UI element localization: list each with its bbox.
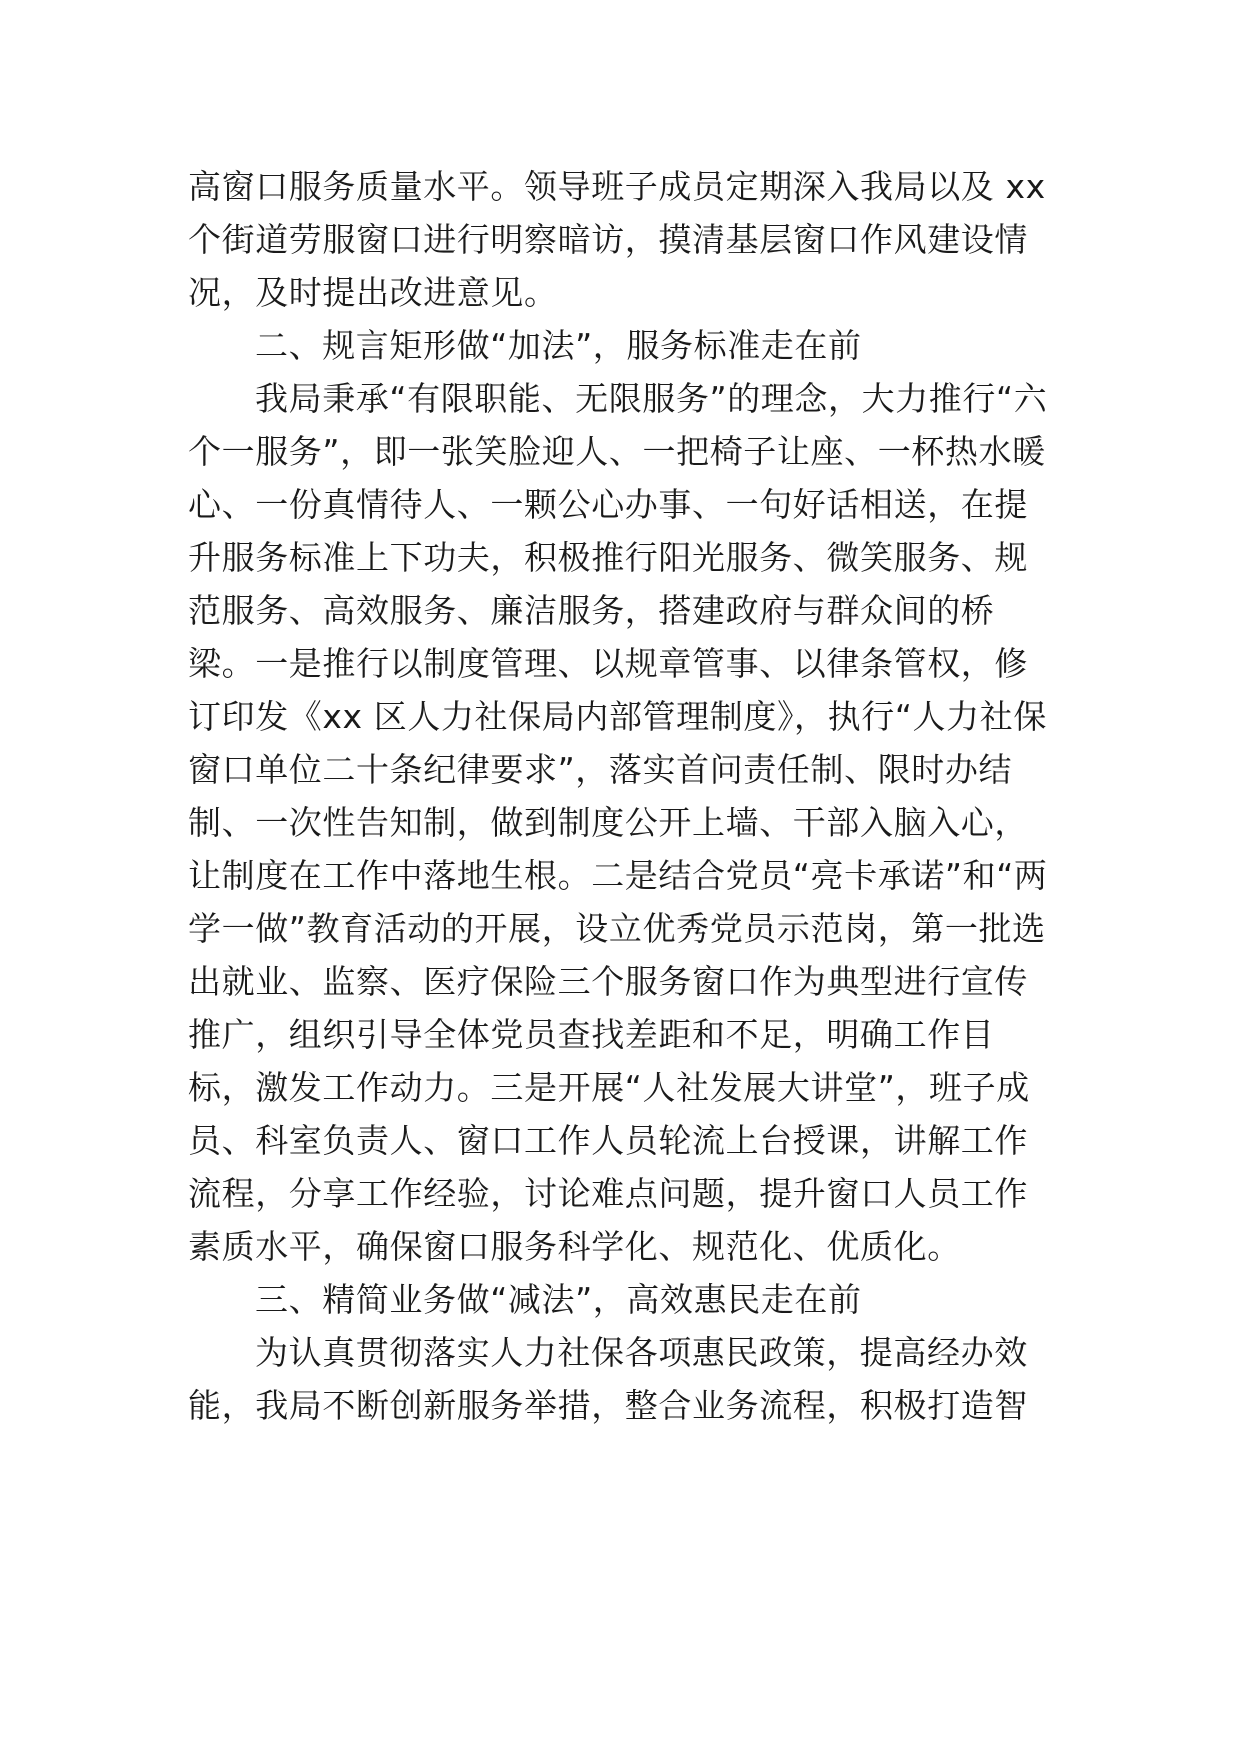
text-line: 素质水平，确保窗口服务科学化、规范化、优质化。 [188,1227,961,1266]
text-line: 员、科室负责人、窗口工作人员轮流上台授课，讲解工作 [188,1121,1028,1160]
text-line: 订印发《xx 区人力社保局内部管理制度》，执行“人力社保 [188,697,1047,736]
text-line: 高窗口服务质量水平。领导班子成员定期深入我局以及 xx [188,167,1046,206]
text-line: 个街道劳服窗口进行明察暗访，摸清基层窗口作风建设情 [188,220,1028,259]
paragraph-start: 为认真贯彻落实人力社保各项惠民政策，提高经办效 [255,1333,1028,1372]
text-line: 出就业、监察、医疗保险三个服务窗口作为典型进行宣传 [188,962,1028,1001]
text-line: 心、一份真情待人、一颗公心办事、一句好话相送，在提 [188,485,1028,524]
text-line: 能，我局不断创新服务举措，整合业务流程，积极打造智 [188,1386,1028,1425]
text-line: 学一做”教育活动的开展，设立优秀党员示范岗，第一批选 [188,909,1046,948]
text-line: 流程，分享工作经验，讨论难点问题，提升窗口人员工作 [188,1174,1028,1213]
text-line: 个一服务”，即一张笑脸迎人、一把椅子让座、一杯热水暖 [188,432,1046,471]
text-line: 范服务、高效服务、廉洁服务，搭建政府与群众间的桥 [188,591,995,630]
text-line: 升服务标准上下功夫，积极推行阳光服务、微笑服务、规 [188,538,1028,577]
text-line: 标，激发工作动力。三是开展“人社发展大讲堂”，班子成 [188,1068,1030,1107]
section-heading-2: 二、规言矩形做“加法”，服务标准走在前 [255,326,862,365]
text-line: 窗口单位二十条纪律要求”，落实首问责任制、限时办结 [188,750,1013,789]
text-line: 梁。一是推行以制度管理、以规章管事、以律条管权，修 [188,644,1028,683]
section-heading-3: 三、精简业务做“减法”，高效惠民走在前 [255,1280,862,1319]
text-line: 推广，组织引导全体党员查找差距和不足，明确工作目 [188,1015,995,1054]
text-line: 制、一次性告知制，做到制度公开上墙、干部入脑入心， [188,803,1028,842]
text-line: 让制度在工作中落地生根。二是结合党员“亮卡承诺”和“两 [188,856,1048,895]
text-line: 况，及时提出改进意见。 [188,273,558,312]
paragraph-start: 我局秉承“有限职能、无限服务”的理念，大力推行“六 [255,379,1048,418]
